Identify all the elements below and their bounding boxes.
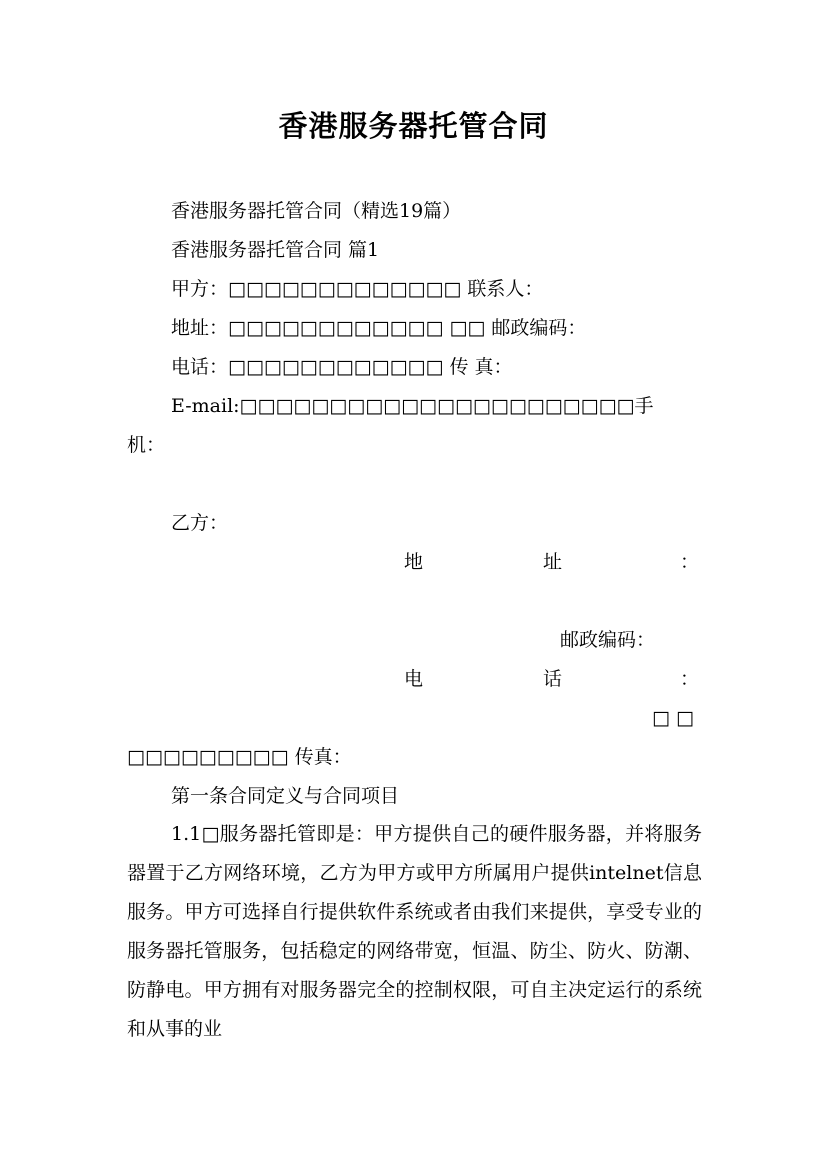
- party-b-phone-boxes: □ □: [652, 707, 694, 729]
- section-heading: 香港服务器托管合同 篇1: [171, 239, 380, 261]
- party-b-label: 乙方：: [171, 512, 229, 534]
- party-b-phone-char-2: 话: [543, 668, 563, 690]
- party-a-phone-line: 电话：□□□□□□□□□□□□ 传 真：: [171, 356, 513, 378]
- party-b-address-colon: ：: [680, 551, 700, 573]
- document-title: 香港服务器托管合同: [278, 109, 549, 143]
- party-b-phone-colon: ：: [680, 668, 700, 690]
- party-b-fax-line: □□□□□□□□□ 传真：: [127, 746, 352, 768]
- article-paragraph: 1.1□服务器托管即是：甲方提供自己的硬件服务器，并将服务器置于乙方网络环境，乙方为甲方或甲方所属用户提供intelnet信息服务。甲方可选择自行提供软件系统或者由我们来提供，享受专业的服务器托管服务，包括稳定的网络带宽，恒温、防尘、防火、防潮、防静电。甲方拥有对服务器完全的控制权限，可自主决定运行的系统和从事的业: [127, 823, 702, 1040]
- party-a-email-line: E-mail:□□□□□□□□□□□□□□□□□□□□□□手: [171, 395, 654, 417]
- party-b-address-char-2: 址: [543, 551, 563, 573]
- party-b-phone-char-1: 电: [404, 668, 424, 690]
- article-heading: 第一条合同定义与合同项目: [171, 785, 400, 807]
- party-a-line: 甲方：□□□□□□□□□□□□□ 联系人：: [171, 278, 544, 300]
- party-a-mobile-line: 机：: [127, 434, 166, 456]
- party-b-address-char-1: 地: [404, 551, 424, 573]
- party-a-address-line: 地址：□□□□□□□□□□□□ □□ 邮政编码：: [171, 317, 587, 339]
- document-subtitle: 香港服务器托管合同（精选19篇）: [171, 200, 462, 222]
- party-b-postal-code-label: 邮政编码：: [560, 629, 656, 651]
